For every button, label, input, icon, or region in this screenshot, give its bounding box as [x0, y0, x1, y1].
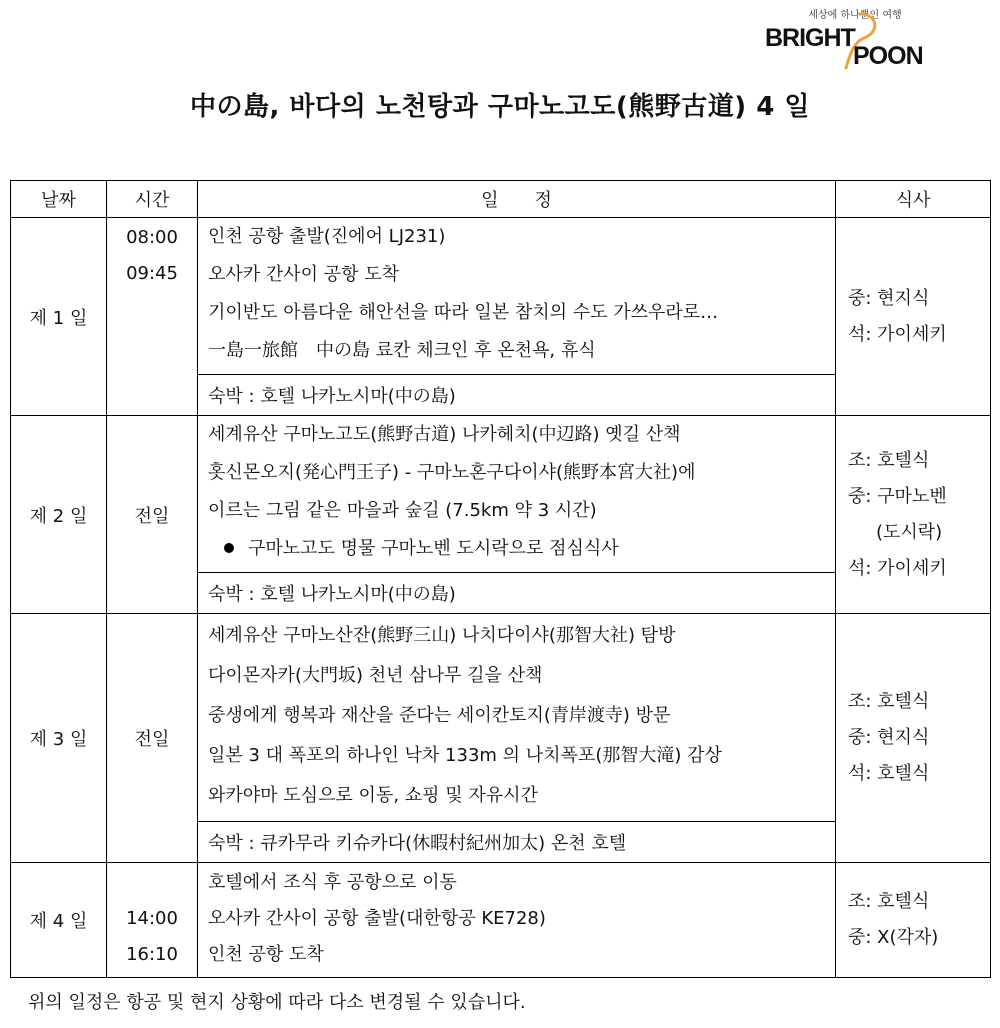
logo-word-bright: BRIGHT: [765, 24, 855, 52]
day-2-meal-2: 중: 구마노벤: [848, 485, 947, 507]
day-1-row: [11, 218, 991, 375]
table-header-row: [11, 181, 991, 218]
day-2-itinerary: [198, 416, 836, 573]
day-1-line-4: 一島一旅館 中の島 료칸 체크인 후 온천욕, 휴식: [208, 340, 596, 361]
itinerary-table: [10, 180, 991, 978]
day-4-time-3: 16:10: [126, 944, 178, 965]
header-meal: 식사: [836, 181, 991, 218]
day-3-line-4: 일본 3 대 폭포의 하나인 낙차 133m 의 나치폭포(那智大滝) 감상: [208, 745, 722, 766]
day-2-label: 제 2 일: [11, 416, 107, 614]
day-1-times: [107, 218, 198, 416]
day-3-line-1: 세계유산 구마노산잔(熊野三山) 나치다이샤(那智大社) 탐방: [208, 625, 676, 646]
day-1-itinerary: [198, 218, 836, 375]
day-2-line-2: 홋신몬오지(発心門王子) - 구마노혼구다이샤(熊野本宮大社)에: [208, 462, 696, 483]
header-date: 날짜: [11, 181, 107, 218]
page-title: 中の島, 바다의 노천탕과 구마노고도(熊野古道) 4 일: [189, 92, 810, 122]
day-1-meals: [836, 218, 991, 416]
day-4-line-2: 오사카 간사이 공항 출발(대한항공 KE728): [208, 908, 546, 929]
day-1-meal-2: 석: 가이세키: [848, 323, 947, 345]
day-1-line-3: 기이반도 아름다운 해안선을 따라 일본 참치의 수도 가쓰우라로…: [208, 302, 719, 323]
day-1-time-2: 09:45: [126, 263, 178, 284]
day-2-line-4: [208, 530, 825, 568]
day-2-line-1: 세계유산 구마노고도(熊野古道) 나카헤치(中辺路) 옛길 산책: [208, 424, 681, 445]
day-4-times: [107, 863, 198, 978]
day-4-itinerary: [198, 863, 836, 978]
day-2-line-3: 이르는 그림 같은 마을과 숲길 (7.5km 약 3 시간): [208, 500, 597, 521]
bullet-icon: [224, 543, 234, 553]
footnote: 위의 일정은 항공 및 현지 상황에 따라 다소 변경될 수 있습니다.: [28, 992, 526, 1013]
day-1-line-2: 오사카 간사이 공항 도착: [208, 264, 400, 285]
header-itinerary: 일 정: [198, 181, 836, 218]
day-4-line-3: 인천 공항 도착: [208, 944, 324, 965]
day-1-time-1: 08:00: [126, 227, 178, 248]
day-1-label: 제 1 일: [11, 218, 107, 416]
day-3-line-3: 중생에게 행복과 재산을 준다는 세이칸토지(青岸渡寺) 방문: [208, 705, 671, 726]
day-4-meal-1: 조: 호텔식: [848, 891, 930, 912]
day-3-row: [11, 614, 991, 822]
logo-tagline: 세상에 하나뿐인 여행: [808, 10, 902, 21]
day-1-hotel: 숙박 : 호텔 나카노시마(中の島): [198, 375, 836, 416]
day-2-line-4-text: 구마노고도 명물 구마노벤 도시락으로 점심식사: [248, 538, 619, 559]
day-3-meals: [836, 614, 991, 863]
day-1-meal-1: 중: 현지식: [848, 287, 930, 309]
day-4-time-2: 14:00: [126, 908, 178, 929]
day-3-itinerary: [198, 614, 836, 822]
day-3-meal-1: 조: 호텔식: [848, 691, 930, 712]
day-2-meal-3: (도시락): [876, 521, 943, 543]
day-3-meal-2: 중: 현지식: [848, 727, 930, 748]
day-2-hotel: 숙박 : 호텔 나카노시마(中の島): [198, 573, 836, 614]
header-time: 시간: [107, 181, 198, 218]
day-3-label: 제 3 일: [11, 614, 107, 863]
day-4-meal-2: 중: X(각자): [848, 927, 939, 948]
day-3-hotel: 숙박 : 큐카무라 키슈카다(休暇村紀州加太) 온천 호텔: [198, 822, 836, 863]
day-2-time: 전일: [107, 416, 198, 614]
day-2-meal-1: 조: 호텔식: [848, 449, 930, 471]
day-4-meals: [836, 863, 991, 978]
brand-logo: [765, 6, 945, 68]
day-4-time-1: [107, 865, 197, 901]
day-4-row: [11, 863, 991, 978]
day-4-line-1: 호텔에서 조식 후 공항으로 이동: [208, 872, 457, 893]
day-3-time: 전일: [107, 614, 198, 863]
day-3-line-5: 와카야마 도심으로 이동, 쇼핑 및 자유시간: [208, 785, 538, 806]
day-2-meal-4: 석: 가이세키: [848, 557, 947, 579]
day-1-line-1: 인천 공항 출발(진에어 LJ231): [208, 226, 446, 247]
logo-word-poon: POON: [853, 42, 923, 70]
day-3-line-2: 다이몬자카(大門坂) 천년 삼나무 길을 산책: [208, 665, 543, 686]
day-3-meal-3: 석: 호텔식: [848, 763, 930, 784]
day-2-row: [11, 416, 991, 573]
day-4-label: 제 4 일: [11, 863, 107, 978]
day-2-meals: [836, 416, 991, 614]
